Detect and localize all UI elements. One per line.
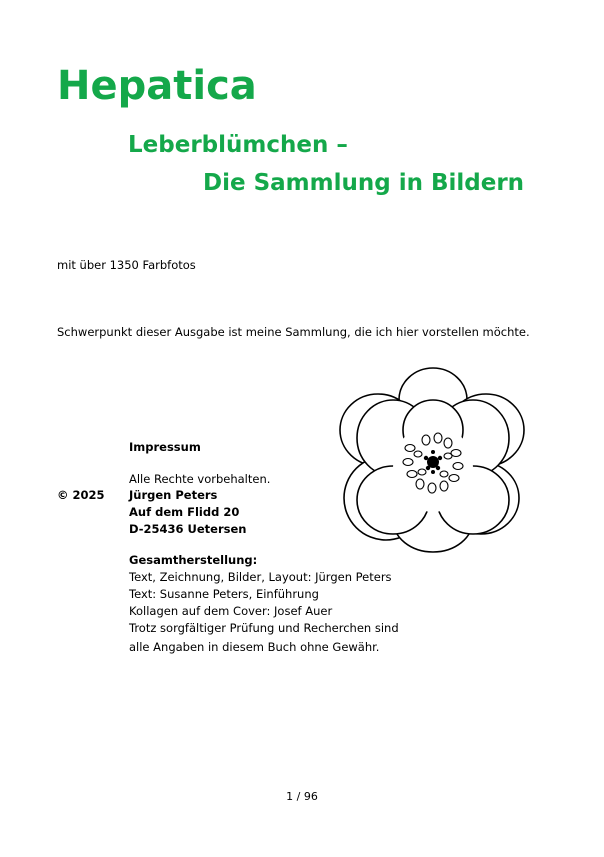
production-line-5: alle Angaben in diesem Buch ohne Gewähr. bbox=[129, 640, 380, 654]
production-line-4: Trotz sorgfältiger Prüfung und Recherchen sind bbox=[129, 621, 399, 635]
impressum-heading: Impressum bbox=[129, 440, 201, 454]
focus-text: Schwerpunkt dieser Ausgabe ist meine Sammlung, die ich hier vorstellen möchte. bbox=[57, 325, 530, 339]
author-name: Jürgen Peters bbox=[129, 488, 218, 502]
production-line-3: Kollagen auf dem Cover: Josef Auer bbox=[129, 604, 333, 618]
address-street: Auf dem Flidd 20 bbox=[129, 505, 240, 519]
subtitle-line-2: Die Sammlung in Bildern bbox=[203, 170, 525, 196]
production-line-2: Text: Susanne Peters, Einführung bbox=[129, 587, 319, 601]
page-number: 1 / 96 bbox=[286, 790, 318, 803]
production-heading: Gesamtherstellung: bbox=[129, 553, 258, 567]
subtitle-line-1: Leberblümchen – bbox=[128, 132, 348, 158]
copyright-text: © 2025 bbox=[57, 488, 105, 502]
hepatica-flower-icon bbox=[338, 358, 528, 558]
photo-count-text: mit über 1350 Farbfotos bbox=[57, 258, 196, 272]
rights-text: Alle Rechte vorbehalten. bbox=[129, 472, 271, 486]
address-city: D-25436 Uetersen bbox=[129, 522, 247, 536]
page-title: Hepatica bbox=[57, 63, 257, 109]
production-line-1: Text, Zeichnung, Bilder, Layout: Jürgen Peters bbox=[129, 570, 392, 584]
